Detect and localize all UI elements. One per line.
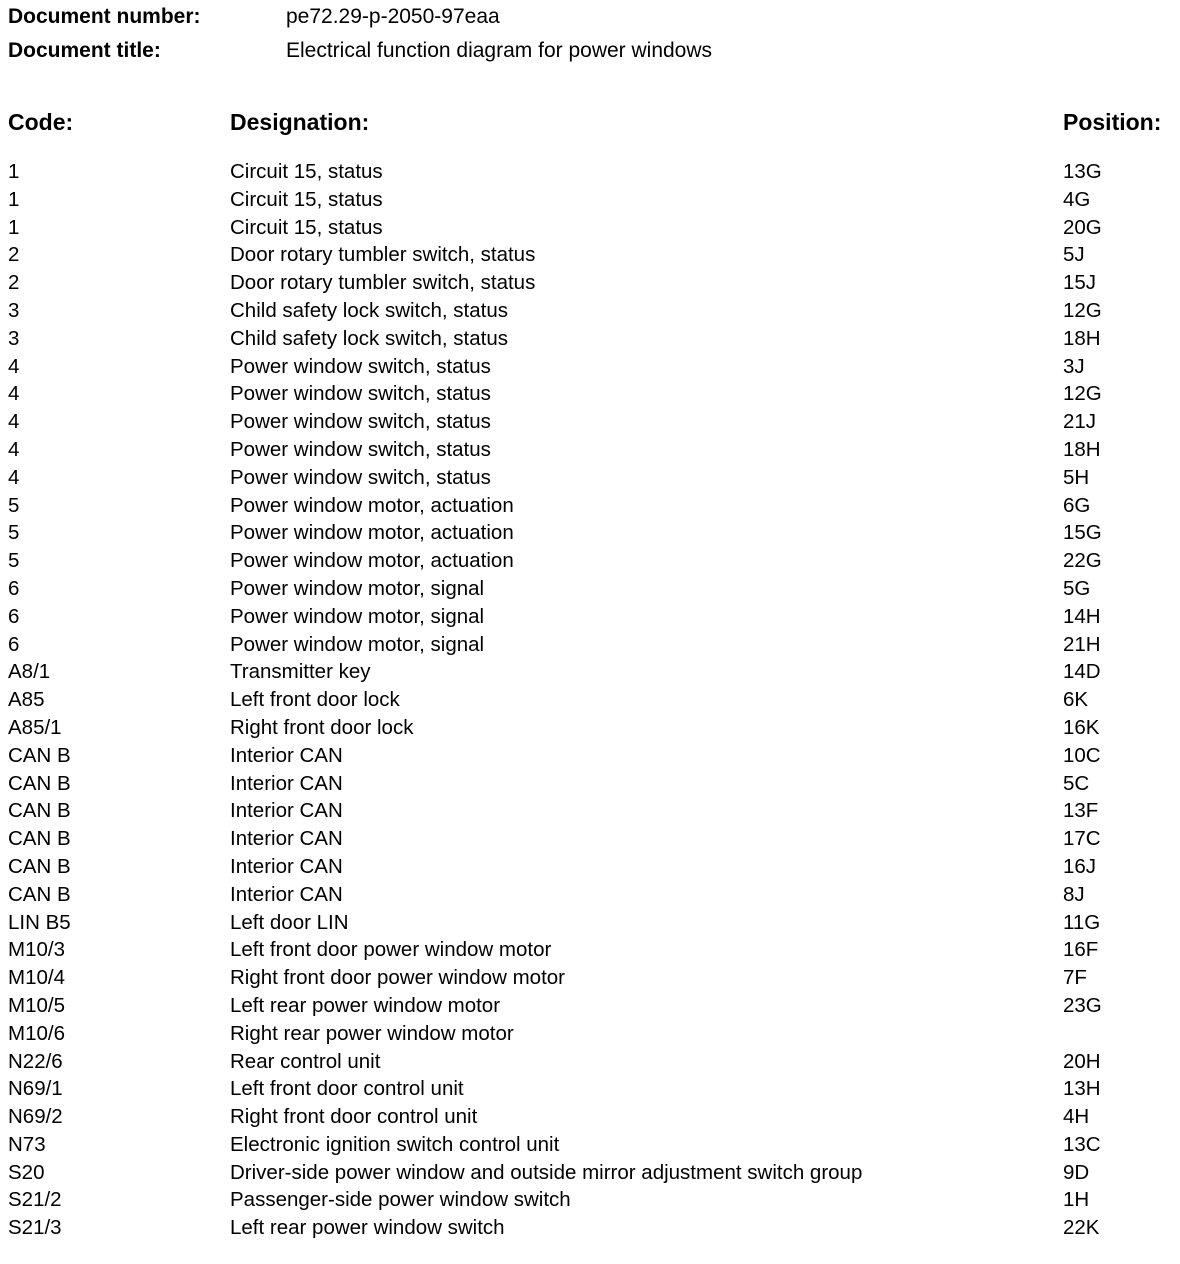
table-row <box>0 603 1180 631</box>
row-position: 13C <box>1063 1132 1101 1156</box>
row-position: 11G <box>1063 910 1101 934</box>
legend-table <box>0 158 1180 1242</box>
row-designation: Interior CAN <box>230 771 343 795</box>
table-row <box>0 909 1180 937</box>
column-header-designation: Designation: <box>230 109 370 135</box>
table-row <box>0 547 1180 575</box>
row-position: 21H <box>1063 632 1101 656</box>
row-code: 4 <box>8 382 20 406</box>
row-code: LIN B5 <box>8 910 71 934</box>
row-code: 6 <box>8 576 20 600</box>
row-position: 6G <box>1063 493 1091 517</box>
row-position: 18H <box>1063 437 1101 461</box>
row-code: 1 <box>8 215 20 239</box>
row-code: CAN B <box>8 743 71 767</box>
row-code: A85/1 <box>8 715 62 739</box>
row-code: 5 <box>8 549 20 573</box>
row-designation: Electronic ignition switch control unit <box>230 1132 560 1156</box>
row-position: 7F <box>1063 966 1087 990</box>
table-row <box>0 297 1180 325</box>
document-title-value: Electrical function diagram for power windows <box>286 39 713 62</box>
row-code: A85 <box>8 688 45 712</box>
row-code: 4 <box>8 410 20 434</box>
row-position: 3J <box>1063 354 1085 378</box>
table-row <box>0 408 1180 436</box>
row-position: 5H <box>1063 465 1090 489</box>
row-designation: Driver-side power window and outside mirror adjustment switch group <box>230 1160 863 1184</box>
row-code: M10/6 <box>8 1021 65 1045</box>
row-designation: Right front door lock <box>230 715 414 739</box>
document-number-value: pe72.29-p-2050-97eaa <box>286 5 500 28</box>
row-code: 5 <box>8 521 20 545</box>
row-code: A8/1 <box>8 660 51 684</box>
row-designation: Power window switch, status <box>230 410 491 434</box>
row-position: 4H <box>1063 1105 1090 1129</box>
table-row <box>0 436 1180 464</box>
row-code: M10/3 <box>8 938 65 962</box>
table-row <box>0 658 1180 686</box>
row-code: 1 <box>8 160 20 183</box>
row-code: 6 <box>8 604 20 628</box>
table-row <box>0 325 1180 353</box>
row-designation: Power window switch, status <box>230 437 491 461</box>
row-code: 4 <box>8 354 20 378</box>
row-code: CAN B <box>8 799 71 823</box>
row-designation: Left front door power window motor <box>230 938 552 962</box>
table-row <box>0 825 1180 853</box>
table-row <box>0 1159 1180 1187</box>
row-designation: Right rear power window motor <box>230 1021 514 1045</box>
row-designation: Power window motor, signal <box>230 576 485 600</box>
row-position: 13F <box>1063 799 1099 823</box>
row-code: 5 <box>8 493 20 517</box>
row-designation: Interior CAN <box>230 882 343 906</box>
row-position: 14D <box>1063 660 1101 684</box>
row-designation: Transmitter key <box>230 660 371 684</box>
row-designation: Circuit 15, status <box>230 160 383 183</box>
row-position: 21J <box>1063 410 1097 434</box>
row-position: 16F <box>1063 938 1099 962</box>
row-position: 5G <box>1063 576 1091 600</box>
table-row <box>0 380 1180 408</box>
row-designation: Left rear power window motor <box>230 993 501 1017</box>
row-code: 4 <box>8 437 20 461</box>
table-row <box>0 464 1180 492</box>
row-code: CAN B <box>8 854 71 878</box>
row-position: 13G <box>1063 160 1102 183</box>
row-position: 17C <box>1063 827 1101 851</box>
row-designation: Power window motor, signal <box>230 604 485 628</box>
row-code: S21/3 <box>8 1216 62 1240</box>
table-row <box>0 353 1180 381</box>
row-designation: Power window motor, actuation <box>230 493 514 517</box>
row-code: S21/2 <box>8 1188 62 1212</box>
table-row <box>0 631 1180 659</box>
row-code: CAN B <box>8 771 71 795</box>
row-designation: Left front door lock <box>230 688 400 712</box>
row-code: 2 <box>8 243 20 267</box>
row-code: N22/6 <box>8 1049 63 1073</box>
row-position: 15J <box>1063 271 1097 295</box>
row-code: M10/4 <box>8 966 65 990</box>
row-code: 6 <box>8 632 20 656</box>
row-code: 4 <box>8 465 20 489</box>
row-designation: Interior CAN <box>230 799 343 823</box>
row-designation: Power window switch, status <box>230 354 491 378</box>
row-position: 5C <box>1063 771 1090 795</box>
row-designation: Power window switch, status <box>230 382 491 406</box>
row-position: 6K <box>1063 688 1089 712</box>
row-code: CAN B <box>8 827 71 851</box>
table-row <box>0 269 1180 297</box>
column-header-position: Position: <box>1063 109 1162 135</box>
table-row <box>0 1214 1180 1242</box>
table-row <box>0 742 1180 770</box>
table-row <box>0 519 1180 547</box>
row-designation: Right front door control unit <box>230 1105 478 1129</box>
row-position: 20G <box>1063 215 1102 239</box>
table-row <box>0 1103 1180 1131</box>
row-position: 8J <box>1063 882 1085 906</box>
table-row <box>0 214 1180 242</box>
column-header-code: Code: <box>8 109 74 135</box>
row-position: 12G <box>1063 382 1102 406</box>
row-code: 2 <box>8 271 20 295</box>
table-row <box>0 158 1180 186</box>
table-row <box>0 797 1180 825</box>
row-designation: Power window switch, status <box>230 465 491 489</box>
table-row <box>0 1131 1180 1159</box>
table-row <box>0 853 1180 881</box>
row-code: M10/5 <box>8 993 65 1017</box>
table-row <box>0 1075 1180 1103</box>
table-row <box>0 1020 1180 1048</box>
row-position: 9D <box>1063 1160 1090 1184</box>
row-position: 18H <box>1063 326 1101 350</box>
row-position: 20H <box>1063 1049 1101 1073</box>
row-position: 22K <box>1063 1216 1100 1240</box>
row-designation: Right front door power window motor <box>230 966 565 990</box>
table-row <box>0 964 1180 992</box>
table-row <box>0 770 1180 798</box>
table-row <box>0 1048 1180 1076</box>
table-row <box>0 992 1180 1020</box>
table-row <box>0 575 1180 603</box>
row-designation: Rear control unit <box>230 1049 381 1073</box>
row-designation: Child safety lock switch, status <box>230 326 508 350</box>
row-position: 14H <box>1063 604 1101 628</box>
table-row <box>0 1186 1180 1214</box>
table-row <box>0 241 1180 269</box>
row-code: N69/2 <box>8 1105 63 1129</box>
row-designation: Interior CAN <box>230 743 343 767</box>
row-code: N69/1 <box>8 1077 63 1101</box>
table-row <box>0 714 1180 742</box>
row-position: 13H <box>1063 1077 1101 1101</box>
table-row <box>0 881 1180 909</box>
row-designation: Circuit 15, status <box>230 215 383 239</box>
table-row <box>0 492 1180 520</box>
row-code: S20 <box>8 1160 45 1184</box>
row-position: 10C <box>1063 743 1101 767</box>
row-position: 23G <box>1063 993 1102 1017</box>
table-row <box>0 186 1180 214</box>
row-position: 16J <box>1063 854 1097 878</box>
row-designation: Door rotary tumbler switch, status <box>230 271 536 295</box>
row-designation: Interior CAN <box>230 827 343 851</box>
row-position: 22G <box>1063 549 1102 573</box>
row-position: 1H <box>1063 1188 1090 1212</box>
table-row <box>0 936 1180 964</box>
row-code: 3 <box>8 298 20 322</box>
document-number-label: Document number: <box>8 5 201 28</box>
row-code: N73 <box>8 1132 46 1156</box>
row-designation: Left rear power window switch <box>230 1216 505 1240</box>
row-designation: Left front door control unit <box>230 1077 464 1101</box>
row-position: 15G <box>1063 521 1102 545</box>
row-designation: Interior CAN <box>230 854 343 878</box>
row-designation: Circuit 15, status <box>230 187 383 211</box>
row-designation: Power window motor, actuation <box>230 549 514 573</box>
row-designation: Child safety lock switch, status <box>230 298 508 322</box>
row-designation: Door rotary tumbler switch, status <box>230 243 536 267</box>
row-position: 5J <box>1063 243 1085 267</box>
row-designation: Power window motor, actuation <box>230 521 514 545</box>
row-position: 4G <box>1063 187 1091 211</box>
row-position: 12G <box>1063 298 1102 322</box>
row-position: 16K <box>1063 715 1100 739</box>
row-code: 1 <box>8 187 20 211</box>
row-code: 3 <box>8 326 20 350</box>
table-row <box>0 686 1180 714</box>
row-code: CAN B <box>8 882 71 906</box>
row-designation: Left door LIN <box>230 910 349 934</box>
row-designation: Passenger-side power window switch <box>230 1188 571 1212</box>
row-designation: Power window motor, signal <box>230 632 485 656</box>
document-title-label: Document title: <box>8 39 161 62</box>
